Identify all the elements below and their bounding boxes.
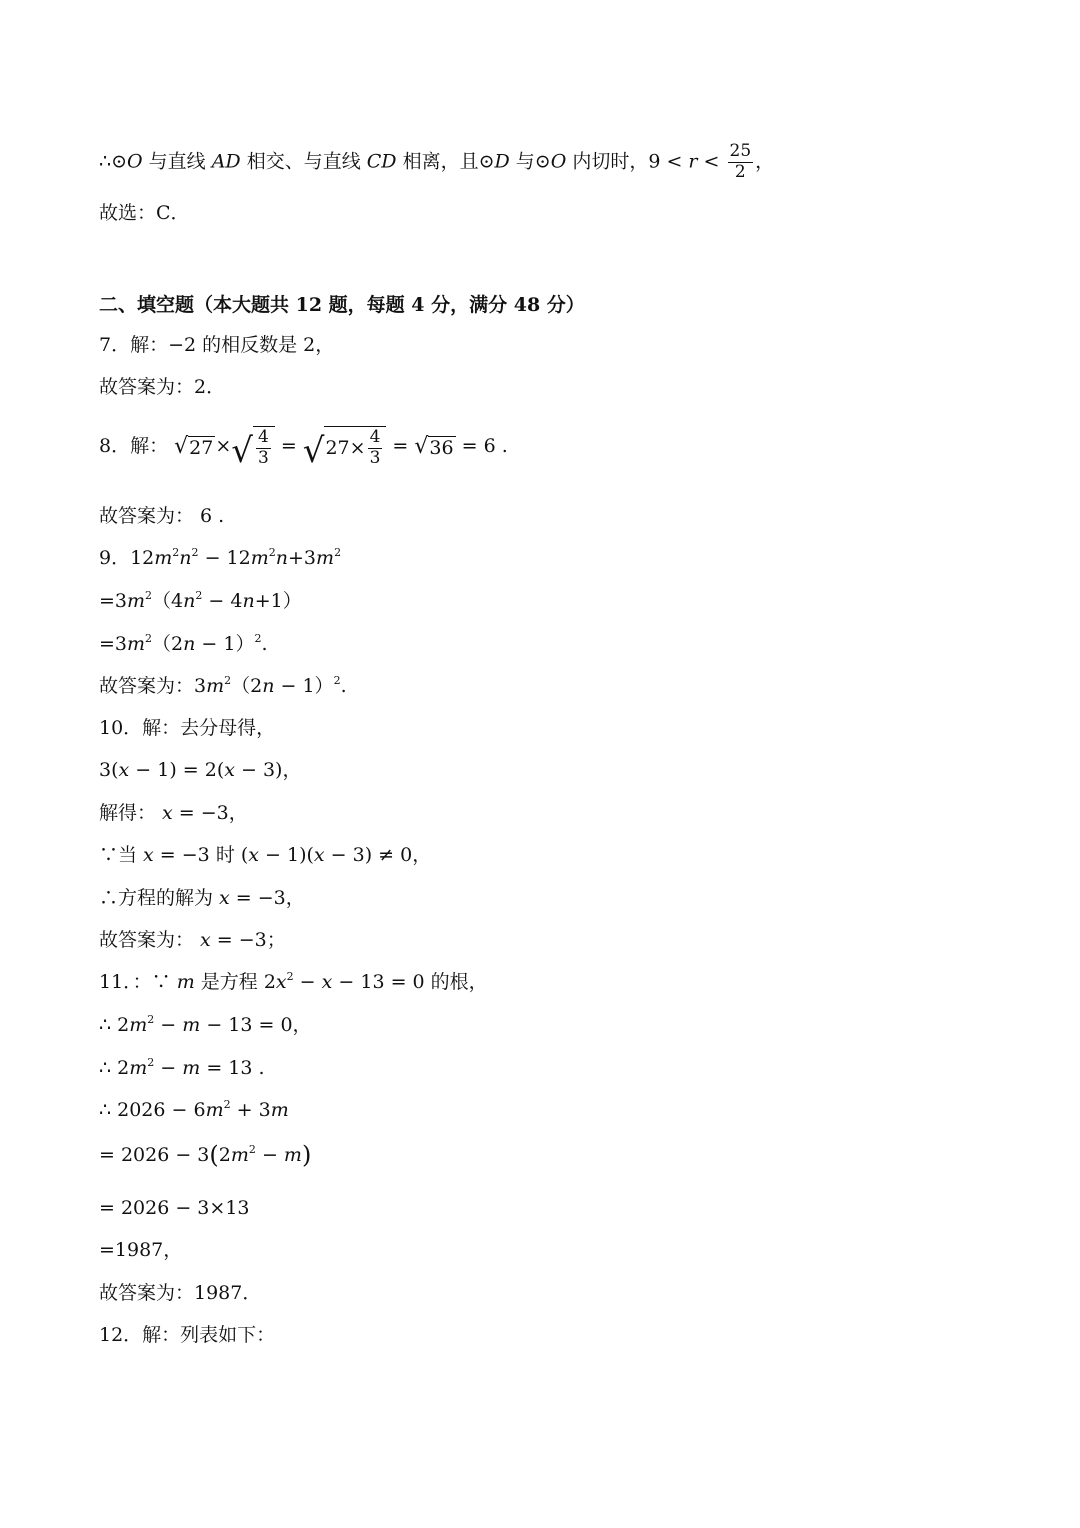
text: 与⊙	[509, 150, 551, 173]
fraction	[368, 429, 383, 468]
text: ∴ 2	[99, 1057, 130, 1079]
denominator: 2	[734, 161, 746, 182]
var: m	[127, 590, 146, 612]
text: 内切时，9 <	[566, 150, 689, 173]
var: m	[176, 971, 195, 993]
line-q9-expression	[99, 546, 342, 569]
var: x	[248, 844, 259, 866]
line-q11-step3	[99, 1098, 289, 1121]
text: ∴ 2026 − 6	[99, 1099, 206, 1121]
var: m	[127, 633, 146, 655]
numerator: 4	[257, 427, 269, 447]
var: m	[283, 1144, 302, 1166]
line-q11-answer: 故答案为：1987．	[99, 1282, 262, 1304]
denominator: 3	[257, 447, 269, 468]
var: m	[154, 547, 173, 569]
text: = 6 .	[455, 434, 508, 457]
exp: 2	[333, 674, 341, 687]
var: x	[162, 802, 173, 824]
text: − 13 = 0，	[200, 1014, 312, 1036]
var: n	[179, 547, 192, 569]
paren: (	[209, 1141, 219, 1169]
text: =3	[99, 590, 128, 612]
text: − 1) = 2(	[129, 759, 225, 781]
exp: 2	[147, 1056, 155, 1069]
text: −	[293, 971, 322, 993]
exp: 2	[172, 546, 180, 559]
line-q10-check	[99, 846, 431, 865]
exp: 2	[286, 970, 294, 983]
text: 故答案为：3	[99, 675, 207, 697]
exp: 2	[145, 589, 153, 602]
sqrt: √ 36	[414, 433, 454, 459]
line-q8-solution	[99, 426, 508, 471]
var: x	[200, 929, 211, 951]
var: x	[118, 759, 130, 781]
line-q8-answer: 故答案为： 6 .	[99, 505, 225, 527]
exp: 2	[195, 589, 203, 602]
section-heading: 二、填空题（本大题共 12 题，每题 4 分，满分 48 分）	[99, 294, 585, 316]
var: m	[206, 675, 225, 697]
line-q10-intro: 10．解：去分母得，	[99, 717, 276, 739]
line-q10-equation	[99, 761, 301, 780]
radicand: 27	[189, 436, 214, 459]
var: x	[219, 887, 230, 909]
text: <	[697, 150, 726, 173]
numerator: 4	[369, 427, 381, 447]
exp: 2	[224, 674, 232, 687]
text: （2	[231, 675, 263, 697]
fraction	[256, 429, 271, 468]
text: − 13 = 0 的根，	[332, 971, 488, 993]
var: m	[205, 1099, 224, 1121]
radicand: 36	[429, 436, 454, 459]
text: =3	[99, 633, 128, 655]
text: 相离，且⊙	[396, 150, 495, 173]
text: = −3 时 (	[153, 844, 249, 866]
text: 11．：∵	[99, 971, 177, 993]
var: n	[275, 547, 289, 569]
text: − 1）	[274, 675, 334, 697]
text: 相交、与直线	[240, 150, 367, 173]
var: m	[230, 1144, 249, 1166]
exp: 2	[223, 1098, 231, 1111]
text: 2	[218, 1144, 231, 1166]
line-conclusion-circles	[99, 143, 774, 182]
var: n	[183, 590, 196, 612]
text: = −3，	[229, 887, 305, 909]
text: 与直线	[142, 150, 212, 173]
line-q11-step2	[99, 1056, 265, 1079]
text: = −3，	[172, 802, 248, 824]
text: 3(	[99, 759, 119, 781]
text: = 13 .	[200, 1057, 265, 1079]
text: = −3；	[210, 929, 286, 951]
text: =	[274, 434, 303, 457]
text: − 4	[202, 590, 243, 612]
var: n	[242, 590, 255, 612]
sqrt: √ 27	[174, 433, 214, 459]
text: .	[340, 675, 347, 697]
text: 9．12	[99, 547, 155, 569]
paren: )	[301, 1141, 312, 1169]
var: x	[275, 971, 287, 993]
var: m	[316, 547, 335, 569]
exp: 2	[334, 546, 342, 559]
var: m	[129, 1057, 148, 1079]
var: m	[182, 1057, 201, 1079]
var: n	[183, 633, 196, 655]
text: 解得：	[99, 802, 163, 824]
text: −	[154, 1057, 183, 1079]
line-choice: 故选：C．	[99, 202, 190, 224]
text: （2	[152, 633, 184, 655]
line-q9-step2	[99, 632, 268, 655]
text: = 2026 − 3	[99, 1144, 210, 1166]
text: − 3)，	[234, 759, 302, 781]
line-q11-step1	[99, 1013, 312, 1036]
text: −	[154, 1014, 183, 1036]
numerator: 25	[729, 141, 752, 161]
line-q10-solve	[99, 804, 248, 823]
var: x	[143, 844, 154, 866]
text: ×	[215, 434, 232, 457]
line-q7-answer: 故答案为：2．	[99, 376, 226, 398]
var: n	[262, 675, 275, 697]
var: D	[494, 150, 510, 173]
line-q11-intro	[99, 970, 488, 993]
text: ∵当	[99, 844, 144, 866]
line-q11-step6: =1987，	[99, 1239, 183, 1261]
text: .	[261, 633, 268, 655]
line-q7-solution: 7．解：−2 的相反数是 2，	[99, 334, 335, 356]
var: O	[550, 150, 567, 173]
var: x	[321, 971, 333, 993]
exp: 2	[191, 546, 199, 559]
text: =	[386, 434, 415, 457]
text: +3	[288, 547, 317, 569]
text: 是方程 2	[194, 971, 276, 993]
exp: 2	[145, 632, 153, 645]
var: x	[313, 844, 325, 866]
line-q11-step4	[99, 1141, 312, 1169]
text: 8．解：	[99, 434, 169, 457]
line-q11-step5: = 2026 − 3×13	[99, 1197, 250, 1219]
exp: 2	[268, 546, 276, 559]
text: ∴⊙	[99, 150, 128, 173]
text: 故答案为：	[99, 929, 201, 951]
var: m	[250, 547, 269, 569]
denominator: 3	[369, 447, 381, 468]
var: CD	[366, 150, 397, 173]
var: m	[270, 1099, 289, 1121]
radicand: 27×	[325, 436, 366, 459]
line-q9-step1	[99, 589, 302, 612]
var: m	[129, 1014, 148, 1036]
text: ∴方程的解为	[99, 887, 220, 909]
exp: 2	[248, 1143, 256, 1156]
text: ，	[755, 150, 775, 173]
text: −	[255, 1144, 284, 1166]
var: x	[224, 759, 235, 781]
var: r	[688, 150, 698, 173]
var: m	[182, 1014, 201, 1036]
text: − 1）	[195, 633, 255, 655]
sqrt: √ $\frac{4}{3}$	[231, 426, 275, 468]
exp: 2	[254, 632, 262, 645]
var: AD	[211, 150, 241, 173]
text: ∴ 2	[99, 1014, 130, 1036]
var: O	[127, 150, 143, 173]
line-q9-answer	[99, 674, 347, 697]
text: − 3) ≠ 0，	[324, 844, 432, 866]
text: +1）	[254, 590, 302, 612]
text: + 3	[230, 1099, 271, 1121]
line-q10-conclusion	[99, 889, 305, 908]
line-q10-answer	[99, 931, 286, 950]
text: − 1)(	[258, 844, 314, 866]
text: （4	[152, 590, 184, 612]
line-q12-intro: 12．解：列表如下：	[99, 1324, 276, 1346]
sqrt: √ 27× $\frac{4}{3}$	[303, 426, 387, 468]
fraction	[728, 143, 754, 182]
text: − 12	[198, 547, 251, 569]
exp: 2	[147, 1013, 155, 1026]
